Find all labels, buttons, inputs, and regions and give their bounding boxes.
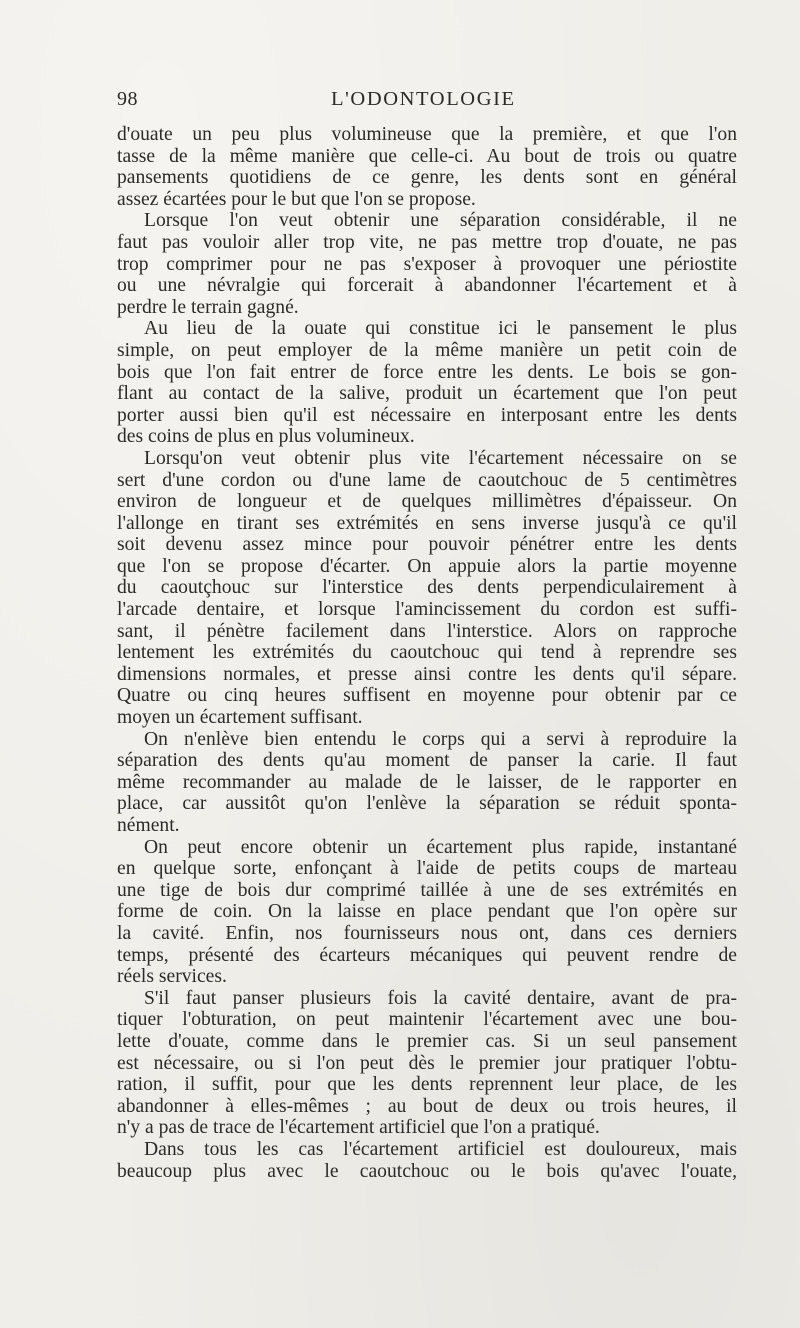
text-line: nément. bbox=[117, 815, 180, 836]
text-line: faut pas vouloir aller trop vite, ne pas mettre trop d'ouate, ne pas bbox=[117, 231, 737, 253]
text-line: On peut encore obtenir un écartement plus rapide, instantané bbox=[144, 836, 737, 858]
text-line: Lorsque l'on veut obtenir une séparation considérable, il ne bbox=[144, 210, 737, 232]
text-line: lette d'ouate, comme dans le premier cas. Si un seul pansement bbox=[117, 1030, 737, 1052]
text-line: sant, il pénètre facilement dans l'interstice. Alors on rapproche bbox=[117, 620, 737, 642]
text-line: simple, on peut employer de la même manière un petit coin de bbox=[117, 339, 737, 361]
text-line: réels services. bbox=[117, 966, 227, 988]
text-line: même recommander au malade de le laisser, de le rapporter en bbox=[117, 771, 737, 793]
text-line: Quatre ou cinq heures suffisent en moyenne pour obtenir par ce bbox=[117, 685, 737, 707]
text-line: porter aussi bien qu'il est nécessaire en interposant entre les dents bbox=[117, 404, 737, 426]
text-line: la cavité. Enfin, nos fournisseurs nous ont, dans ces derniers bbox=[117, 922, 737, 944]
text-line: en quelque sorte, enfonçant à l'aide de petits coups de marteau bbox=[117, 858, 737, 880]
text-line: que l'on se propose d'écarter. On appuie alors la partie moyenne bbox=[117, 555, 737, 577]
text-line: moyen un écartement suffisant. bbox=[117, 707, 363, 729]
text-line: ration, il suffit, pour que les dents reprennent leur place, de les bbox=[117, 1074, 737, 1096]
text-line: perdre le terrain gagné. bbox=[117, 296, 299, 318]
text-line: beaucoup plus avec le caoutchouc ou le bois qu'avec l'ouate, bbox=[117, 1160, 737, 1182]
text-line: est nécessaire, ou si l'on peut dès le premier jour pratiquer l'obtu- bbox=[117, 1052, 737, 1074]
text-line: l'allonge en tirant ses extrémités en sens inverse jusqu'à ce qu'il bbox=[117, 512, 737, 534]
text-line: forme de coin. On la laisse en place pendant que l'on opère sur bbox=[117, 901, 737, 923]
text-line: n'y a pas de trace de l'écartement artificiel que l'on a pratiqué. bbox=[117, 1117, 600, 1139]
text-line: séparation des dents qu'au moment de panser la carie. Il faut bbox=[117, 750, 737, 772]
text-line: abandonner à elles-mêmes ; au bout de deux ou trois heures, il bbox=[117, 1095, 737, 1117]
text-line: flant au contact de la salive, produit un écartement que l'on peut bbox=[117, 383, 737, 405]
text-line: bois que l'on fait entrer de force entre les dents. Le bois se gon- bbox=[117, 361, 737, 383]
text-line: soit devenu assez mince pour pouvoir pénétrer entre les dents bbox=[117, 534, 737, 556]
text-line: sert d'une cordon ou d'une lame de caoutchouc de 5 centimètres bbox=[117, 469, 737, 491]
text-line: Dans tous les cas l'écartement artificiel est douloureux, mais bbox=[144, 1138, 737, 1160]
text-line: d'ouate un peu plus volumineuse que la première, et que l'on bbox=[117, 124, 737, 145]
text-line: une tige de bois dur comprimé taillée à une de ses extrémités en bbox=[117, 879, 737, 901]
page-number: 98 bbox=[117, 88, 138, 110]
text-line: trop comprimer pour ne pas s'exposer à provoquer une périostite bbox=[117, 253, 737, 275]
text-line: tiquer l'obturation, on peut maintenir l'écartement avec une bou- bbox=[117, 1009, 737, 1031]
text-line: temps, présenté des écarteurs mécaniques qui peuvent rendre de bbox=[117, 944, 737, 966]
text-line: environ de longueur et de quelques millimètres d'épaisseur. On bbox=[117, 491, 737, 513]
text-line: ou une névralgie qui forcerait à abandonner l'écartement et à bbox=[117, 275, 737, 297]
text-line: dimensions normales, et presse ainsi contre les dents qu'il sépare. bbox=[117, 663, 737, 685]
text-line: pansements quotidiens de ce genre, les dents sont en général bbox=[117, 167, 737, 189]
text-line: Lorsqu'on veut obtenir plus vite l'écartement nécessaire on se bbox=[144, 447, 737, 469]
text-line: S'il faut panser plusieurs fois la cavité dentaire, avant de pra- bbox=[144, 987, 737, 1009]
text-line: des coins de plus en plus volumineux. bbox=[117, 426, 415, 448]
text-line: lentement les extrémités du caoutchouc qui tend à reprendre ses bbox=[117, 642, 737, 664]
running-head bbox=[117, 86, 737, 116]
text-line: Au lieu de la ouate qui constitue ici le pansement le plus bbox=[144, 318, 737, 340]
text-line: place, car aussitôt qu'on l'enlève la séparation se réduit sponta- bbox=[117, 793, 737, 815]
text-line: On n'enlève bien entendu le corps qui a servi à reproduire la bbox=[144, 728, 737, 750]
text-line: assez écartées pour le but que l'on se propose. bbox=[117, 188, 476, 210]
text-line: l'arcade dentaire, et lorsque l'amincissement du cordon est suffi- bbox=[117, 599, 737, 621]
text-line: du caoutçhouc sur l'interstice des dents perpendiculairement à bbox=[117, 577, 737, 599]
text-line: tasse de la même manière que celle-ci. Au bout de trois ou quatre bbox=[117, 145, 737, 167]
journal-title: L'ODONTOLOGIE bbox=[331, 88, 516, 110]
body-text bbox=[117, 124, 737, 1182]
